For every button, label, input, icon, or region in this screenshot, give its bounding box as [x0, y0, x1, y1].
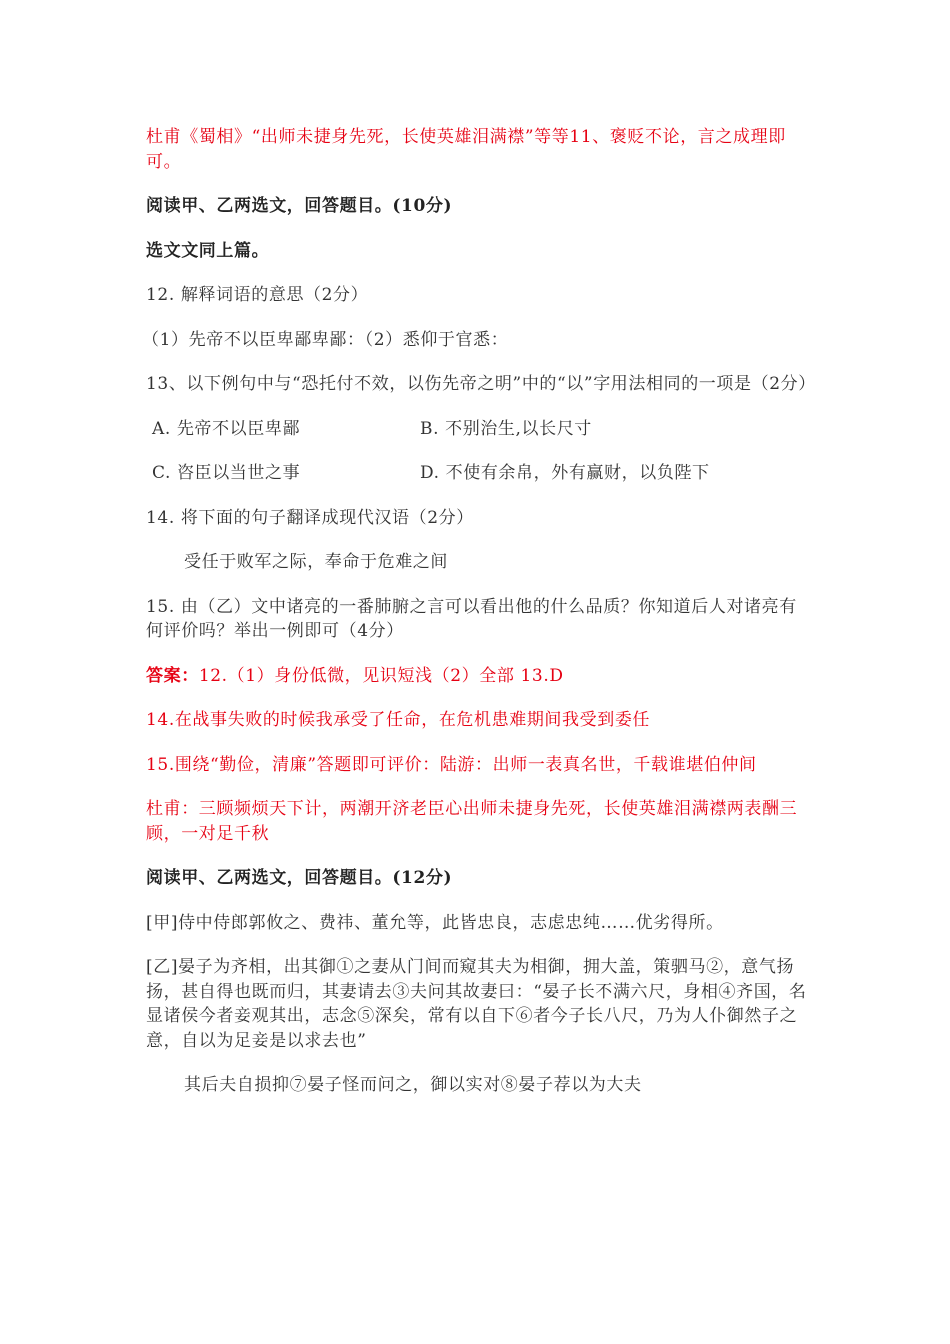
option-c: C. 咨臣以当世之事	[152, 463, 301, 483]
question-13: 13、以下例句中与“恐托付不效，以伤先帝之明”中的“以”字用法相同的一项是（2分）	[146, 374, 816, 394]
section-note: 选文文同上篇。	[146, 240, 270, 261]
option-d: D. 不使有余帛，外有赢财，以负陛下	[420, 463, 710, 483]
question-14-sentence: 受任于败军之际，奉命于危难之间	[184, 552, 448, 572]
passage-yi: [乙]晏子为齐相，出其御①之妻从门间而窥其夫为相御，拥大盖，策驷马②，意气扬扬，甚自得也既而归，其妻请去③夫问其故妻曰：“晏子长不满六尺，身相④齐国，名显诸侯今者妾观其出，志念⑤深矣，常有以自下⑥者今子长八尺，乃为人仆御然子之意，自以为足妾是以求去也”	[146, 957, 807, 1051]
answer-12-13	[146, 664, 810, 689]
option-b: B. 不别治生,以长尺寸	[420, 418, 592, 439]
option-a: A. 先帝不以臣卑鄙	[152, 418, 301, 439]
options-row-ab	[146, 417, 810, 442]
passage-jia: [甲]侍中侍郎郭攸之、费祎、董允等，此皆忠良，志虑忠纯……优劣得所。	[146, 912, 724, 933]
answer-15: 15.围绕“勤俭，清廉”答题即可评价：陆游：出师一表真名世，千载谁堪伯仲间	[146, 754, 757, 775]
answer-14: 14.在战事失败的时候我承受了任命，在危机患难期间我受到委任	[146, 710, 651, 730]
options-row-cd	[146, 461, 810, 486]
question-15: 15. 由（乙）文中诸亮的一番肺腑之言可以看出他的什么品质？你知道后人对诸亮有何评价吗？举出一例即可（4分）	[146, 596, 797, 641]
answer-label: 答案：	[146, 665, 199, 686]
question-12-items: （1）先帝不以臣卑鄙卑鄙：（2）悉仰于官悉：	[142, 329, 509, 350]
passage-yi-continued: 其后夫自损抑⑦晏子怪而问之，御以实对⑧晏子荐以为大夫	[184, 1075, 642, 1095]
answer-paragraph-dufu-shuxiang: 杜甫《蜀相》“出师未捷身先死，长使英雄泪满襟”等等11、褒贬不论，言之成理即可。	[146, 127, 786, 172]
question-12: 12. 解释词语的意思（2分）	[146, 285, 369, 305]
answer-12-13-text: 12.（1）身份低微，见识短浅（2）全部 13.D	[198, 665, 564, 686]
section-heading-12: 阅读甲、乙两选文，回答题目。(12分)	[146, 868, 453, 888]
section-heading-10: 阅读甲、乙两选文，回答题目。(10分)	[146, 196, 453, 216]
question-14: 14. 将下面的句子翻译成现代汉语（2分）	[146, 507, 474, 528]
answer-dufu: 杜甫：三顾频烦天下计，两潮开济老臣心出师未捷身先死，长使英雄泪满襟两表酬三顾，一对足千秋	[146, 799, 798, 844]
